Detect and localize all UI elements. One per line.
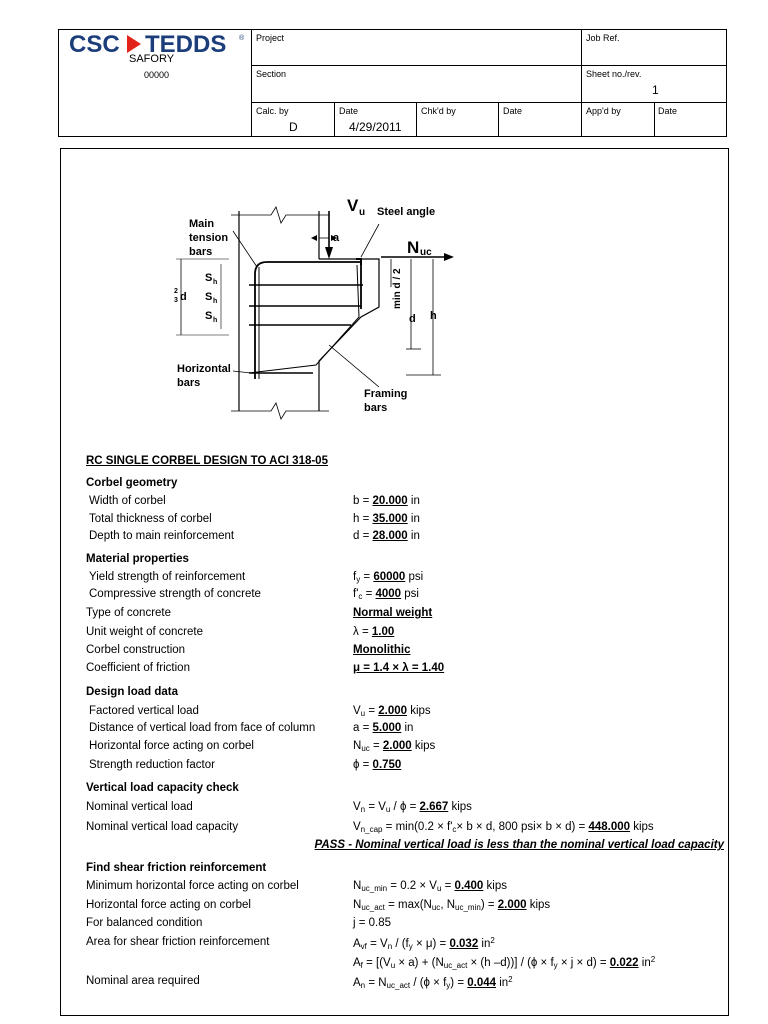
divider <box>581 30 582 136</box>
approved-by-label: App'd by <box>586 106 621 116</box>
fc-label: Compressive strength of concrete <box>89 588 261 600</box>
horizontal-label: Horizontal <box>177 363 231 375</box>
project-label: Project <box>256 33 285 43</box>
unit-weight-value-row: λ = 1.00 <box>353 626 395 638</box>
tension-label: tension <box>189 232 229 244</box>
sheet-label: Sheet no./rev. <box>586 69 642 79</box>
divider <box>334 102 335 136</box>
nuc-value-row: $N_{uc} = 2.000$ kips <box>353 740 436 753</box>
concrete-type-label: Type of concrete <box>86 607 172 619</box>
fc-value-row: $f'_c = 4000$ psi <box>353 588 419 601</box>
width-value-row: b = 20.000 in <box>353 495 420 507</box>
d-label: d <box>409 313 416 325</box>
nuc-sub: uc <box>420 247 432 258</box>
geometry-heading: Corbel geometry <box>86 477 178 489</box>
material-heading: Material properties <box>86 553 189 565</box>
date3-label: Date <box>658 106 678 116</box>
nuc-label: N <box>407 238 420 257</box>
h-label: h <box>430 310 437 322</box>
calculation-sheet <box>60 148 729 1016</box>
vu-sub: u <box>359 207 366 218</box>
vu-label-row: Factored vertical load <box>89 705 199 717</box>
avf-label: Area for shear friction reinforcement <box>86 936 270 948</box>
nuc-min-value-row: $N_{uc\_min} = 0.2 \times V_u = 0.400$ kips <box>353 880 507 893</box>
vn-label: Nominal vertical load <box>86 801 193 813</box>
concrete-type-value: Normal weight <box>353 607 433 619</box>
steel-angle-label: Steel angle <box>377 206 436 218</box>
nuc-act-label: Horizontal force acting on corbel <box>86 899 251 911</box>
company-name: SAFORY <box>129 53 175 65</box>
fy-label: Yield strength of reinforcement <box>89 571 246 583</box>
sh-sub-2: h <box>213 298 218 305</box>
frac-num: 2 <box>174 288 178 295</box>
framing-label: Framing <box>364 388 408 400</box>
width-label: Width of corbel <box>89 495 166 507</box>
calcby-value: D <box>289 120 298 134</box>
thickness-value-row: h = 35.000 in <box>353 513 420 525</box>
friction-label: Coefficient of friction <box>86 662 190 674</box>
balanced-value: j = 0.85 <box>353 917 392 929</box>
hbars-label: bars <box>177 377 201 389</box>
phi-value-row: ϕ = 0.750 <box>353 759 402 771</box>
sh-label-2: S <box>205 291 213 303</box>
date2-label: Date <box>503 106 523 116</box>
nuc-min-label: Minimum horizontal force acting on corbel <box>86 880 299 892</box>
frac-den: 3 <box>174 297 178 304</box>
min-d2-label: min d / 2 <box>392 268 403 309</box>
divider <box>654 102 655 136</box>
phi-label-row: Strength reduction factor <box>89 759 215 771</box>
vcap-value-row: $V_{n\_cap} = \min(0.2 \times f'_c\times b \times d$, 800 psi× b × d) = 448.000 kips <box>353 821 654 834</box>
sheet-value: 1 <box>652 83 659 97</box>
section-label: Section <box>256 69 287 79</box>
fbars-label: bars <box>364 402 388 414</box>
bars-label: bars <box>189 246 213 258</box>
sh-sub-3: h <box>213 317 218 324</box>
depth-label: Depth to main reinforcement <box>89 530 235 542</box>
calcby-label: Calc. by <box>256 106 289 116</box>
an-label: Nominal area required <box>86 975 200 987</box>
friction-value: μ = 1.4 × λ = 1.40 <box>353 662 445 674</box>
sh-label-3: S <box>205 310 213 322</box>
svg-text:®: ® <box>239 35 245 42</box>
sh-label-1: S <box>205 272 213 284</box>
af-value-row: $A_f = [(V_u \times a) + (N_{uc\_act} \times (h$ $-d))] / (\phi \times f_y \times j \times d) = 0.022$ $in^2$ <box>353 955 656 970</box>
main-label: Main <box>189 218 215 230</box>
company-number: 00000 <box>144 70 170 80</box>
avf-value-row: $A_{vf} = V_n / (f_y \times \mu) = 0.032$ $in^2$ <box>353 936 495 951</box>
shear-heading: Find shear friction reinforcement <box>86 862 267 874</box>
divider <box>251 102 727 103</box>
fy-value-row: $f_y = 60000$ psi <box>353 571 424 584</box>
construction-value: Monolithic <box>353 644 411 656</box>
vu-value-row: $V_u = 2.000$ kips <box>353 705 431 718</box>
design-title: RC SINGLE CORBEL DESIGN TO ACI 318-05 <box>86 455 328 467</box>
depth-value-row: d = 28.000 in <box>353 530 420 542</box>
a-value-row: a = 5.000 in <box>353 722 414 734</box>
thickness-label: Total thickness of corbel <box>89 513 212 525</box>
svg-text:TEDDS: TEDDS <box>145 31 227 58</box>
date-value: 4/29/2011 <box>349 120 402 134</box>
sh-sub-1: h <box>213 279 218 286</box>
svg-text:CSC: CSC <box>69 31 120 58</box>
capacity-heading: Vertical load capacity check <box>86 782 239 794</box>
divider <box>498 102 499 136</box>
a-label: a <box>333 232 340 244</box>
construction-label: Corbel construction <box>86 644 186 656</box>
divider <box>251 30 252 136</box>
divider <box>416 102 417 136</box>
divider <box>251 65 727 66</box>
checked-by-label: Chk'd by <box>421 106 456 116</box>
pass-message: PASS - Nominal vertical load is less than the nominal vertical load capacity <box>314 839 724 851</box>
vcap-label: Nominal vertical load capacity <box>86 821 239 833</box>
nuc-act-value-row: $N_{uc\_act} = \max(N_{uc}$, $N_{uc\_min}) = 2.000$ kips <box>353 899 551 912</box>
jobref-label: Job Ref. <box>586 33 620 43</box>
unit-weight-label: Unit weight of concrete <box>86 626 203 638</box>
frac-d: d <box>180 291 187 303</box>
balanced-label: For balanced condition <box>86 917 203 929</box>
corbel-diagram <box>61 149 730 439</box>
header-block <box>58 29 727 137</box>
vn-value-row: $V_n = V_u / \phi = 2.667$ kips <box>353 801 472 814</box>
nuc-label-row: Horizontal force acting on corbel <box>89 740 254 752</box>
load-heading: Design load data <box>86 686 179 698</box>
date-label: Date <box>339 106 359 116</box>
vu-label: V <box>347 196 359 215</box>
an-value-row: $A_n = N_{uc\_act} / (\phi \times f_y) = 0.044$ $in^2$ <box>353 975 513 990</box>
a-label-row: Distance of vertical load from face of column <box>89 722 316 734</box>
